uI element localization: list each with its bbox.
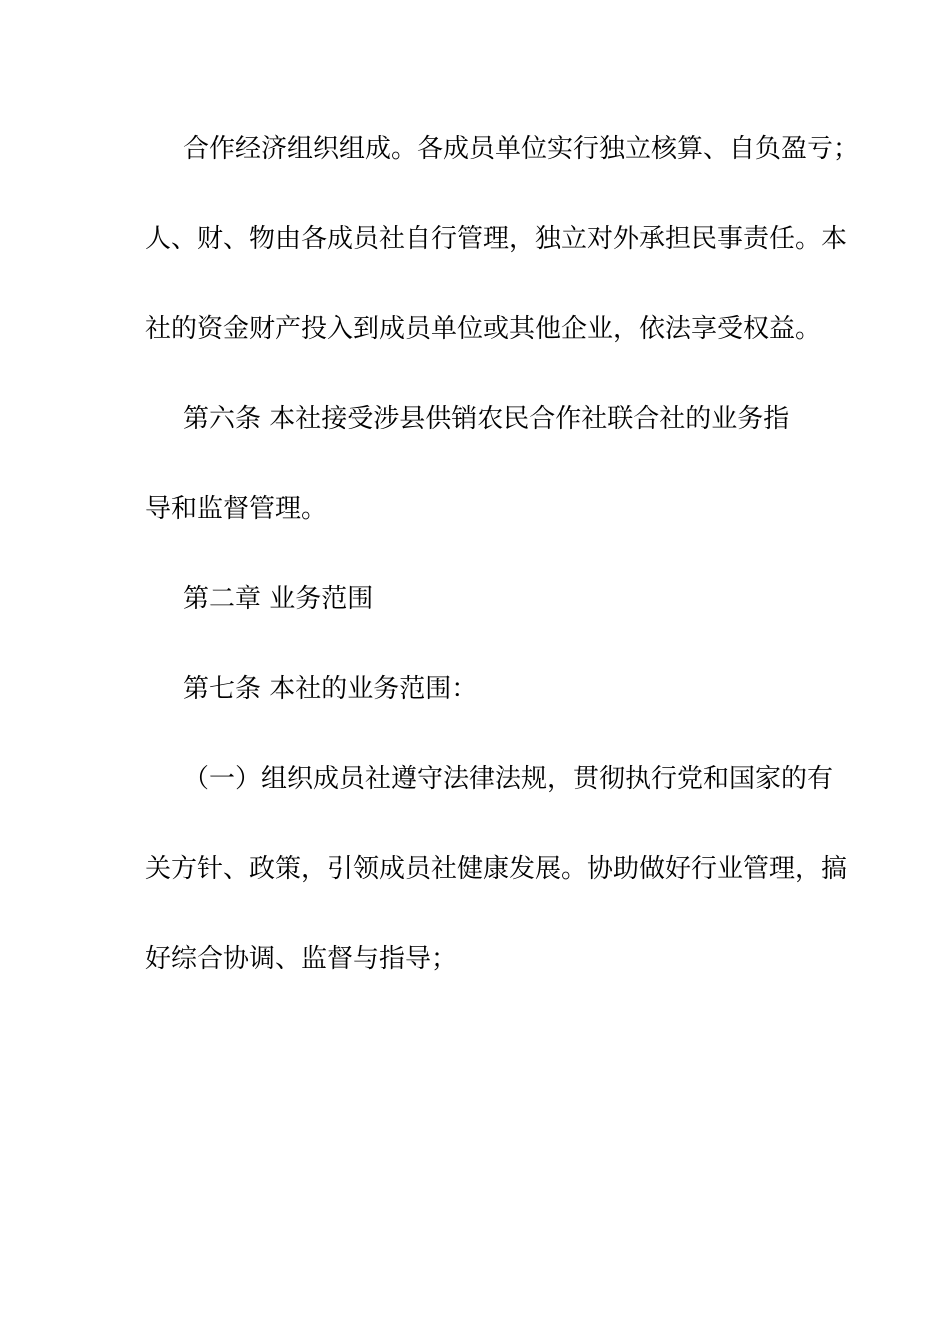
- text-line-9: 关方针、政策，引领成员社健康发展。协助做好行业管理，搞: [145, 854, 848, 884]
- article-7-line: 第七条 本社的业务范围：: [183, 674, 478, 704]
- text-line-2: 人、财、物由各成员社自行管理，独立对外承担民事责任。本: [145, 224, 848, 254]
- item-1-line: （一）组织成员社遵守法律法规，贯彻执行党和国家的有: [183, 764, 834, 794]
- article-6-line: 第六条 本社接受涉县供销农民合作社联合社的业务指: [183, 404, 790, 434]
- text-line-10: 好综合协调、监督与指导；: [145, 944, 458, 974]
- text-line-5: 导和监督管理。: [145, 494, 328, 524]
- text-line-3: 社的资金财产投入到成员单位或其他企业，依法享受权益。: [145, 314, 822, 344]
- chapter-2-heading: 第二章 业务范围: [183, 584, 374, 614]
- text-line-1: 合作经济组织组成。各成员单位实行独立核算、自负盈亏；: [183, 134, 860, 164]
